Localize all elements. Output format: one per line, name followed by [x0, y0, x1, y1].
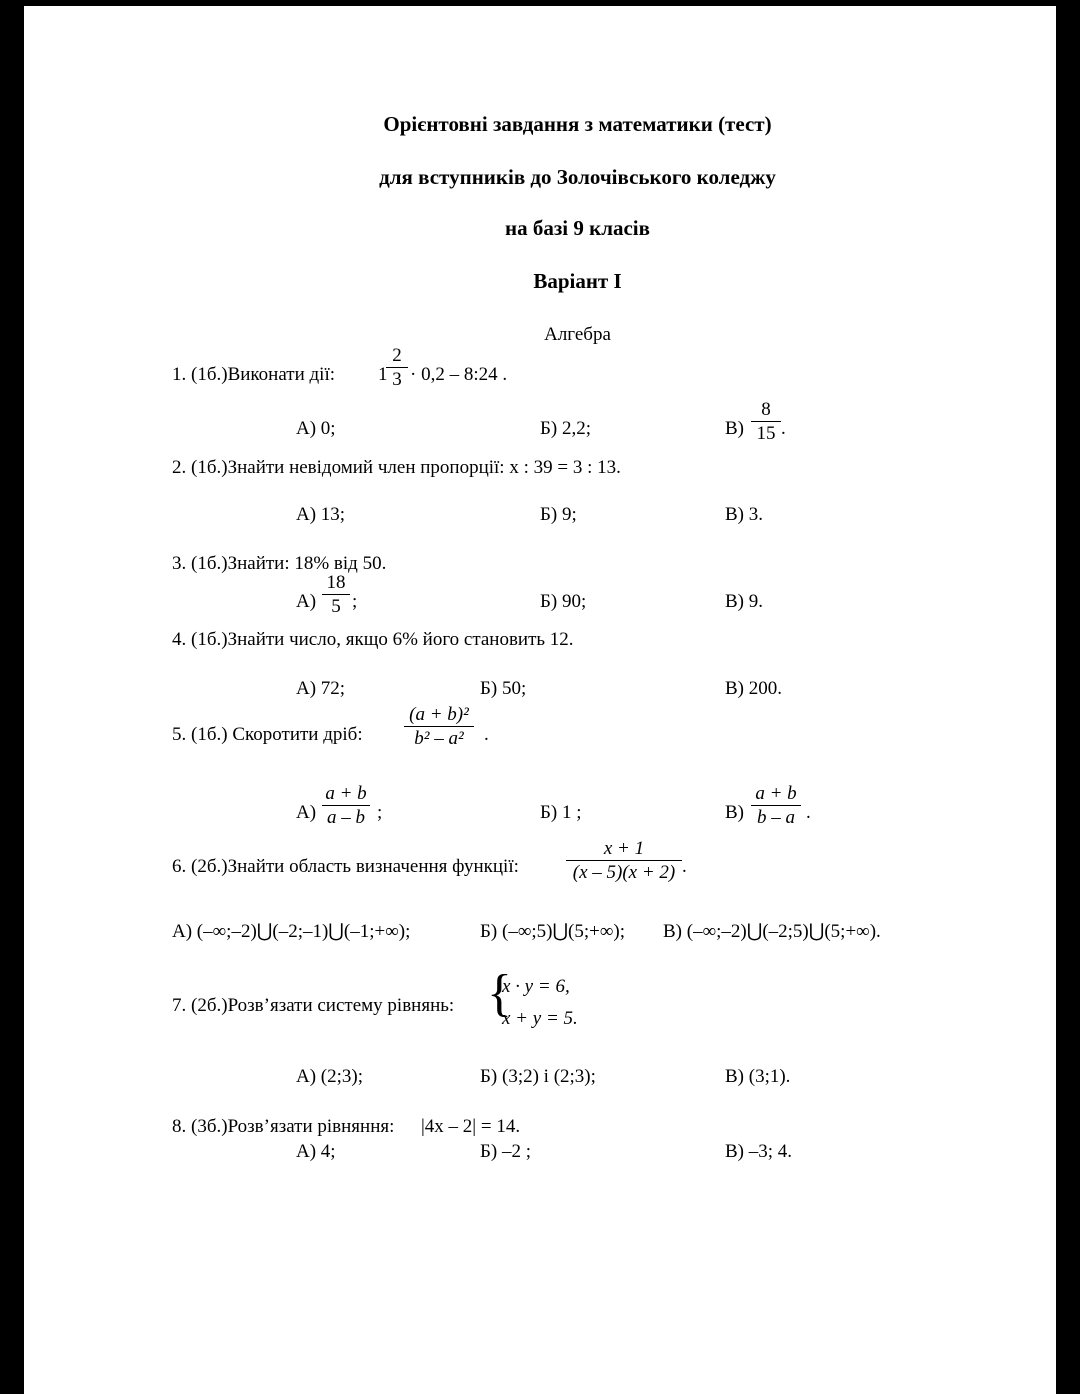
q5-option-b: Б) 1 ;: [540, 802, 582, 823]
q1-option-c-fraction: [751, 400, 781, 443]
q8-equation: |4x – 2| = 14.: [421, 1116, 521, 1137]
q6-fraction-den: (x – 5)(x + 2): [566, 860, 682, 882]
q1-option-c-num: 8: [761, 399, 771, 420]
q5-text: 5. (1б.) Скоротити дріб:: [172, 724, 363, 745]
q8-option-b: Б) –2 ;: [480, 1141, 532, 1162]
q5-option-a-label: А): [296, 802, 317, 823]
system-brace-icon: {: [487, 965, 512, 1022]
q7-equation-2: x + y = 5.: [502, 1008, 578, 1029]
q5-option-c-num: a + b: [755, 783, 797, 804]
q5-option-a-fraction: [322, 784, 370, 827]
q6-fraction: [566, 839, 682, 882]
q7-text: 7. (2б.)Розв’язати систему рівнянь:: [172, 995, 455, 1016]
q5-option-c-den: b – a: [751, 805, 801, 827]
q8-option-a: А) 4;: [296, 1141, 336, 1162]
q7-option-c: В) (3;1).: [725, 1066, 791, 1087]
q2-option-a: А) 13;: [296, 504, 346, 525]
q4-text: 4. (1б.)Знайти число, якщо 6% його становить 12.: [172, 629, 574, 650]
q7-option-b: Б) (3;2) і (2;3);: [480, 1066, 596, 1087]
q3-option-c: В) 9.: [725, 591, 763, 612]
q3-option-b: Б) 90;: [540, 591, 587, 612]
q3-text: 3. (1б.)Знайти: 18% від 50.: [172, 553, 387, 574]
title-line-2: для вступників до Золочівського коледжу: [379, 165, 776, 189]
q8-text: 8. (3б.)Розв’язати рівняння:: [172, 1116, 395, 1137]
q5-option-a-tail: ;: [377, 802, 383, 823]
q7-option-a: А) (2;3);: [296, 1066, 364, 1087]
q3-option-a-den: 5: [322, 594, 350, 616]
q3-option-a-tail: ;: [352, 591, 358, 612]
q1-fraction-den: 3: [386, 367, 408, 389]
q1-expression: · 0,2 – 8:24 .: [410, 364, 508, 385]
q1-whole: 1: [378, 364, 388, 385]
q3-option-a-label: А): [296, 591, 317, 612]
q1-fraction: [386, 346, 408, 389]
q4-option-c: В) 200.: [725, 678, 782, 699]
q2-option-b: Б) 9;: [540, 504, 577, 525]
document-page: [24, 6, 1056, 1394]
q3-option-a-fraction: [322, 573, 350, 616]
q5-option-a-num: a + b: [325, 783, 367, 804]
q6-tail: .: [682, 856, 687, 877]
q3-option-a-num: 18: [326, 572, 346, 593]
q1-text: 1. (1б.)Виконати дії:: [172, 364, 336, 385]
title-line-3: на базі 9 класів: [504, 216, 650, 240]
q5-option-c-tail: .: [806, 802, 811, 823]
variant-title: Варіант І: [533, 269, 622, 293]
q8-option-c: В) –3; 4.: [725, 1141, 793, 1162]
q5-fraction-num: (a + b)²: [409, 704, 469, 725]
q6-fraction-num: x + 1: [603, 838, 645, 859]
q4-option-b: Б) 50;: [480, 678, 527, 699]
q7-equation-1: x · y = 6,: [502, 976, 570, 997]
section-title: Алгебра: [544, 324, 611, 345]
q1-option-a: А) 0;: [296, 418, 336, 439]
q5-fraction: [404, 705, 474, 748]
q1-option-c-label: В): [725, 418, 744, 439]
q1-fraction-num: 2: [392, 345, 402, 366]
q4-option-a: А) 72;: [296, 678, 346, 699]
q6-option-a: А) (–∞;–2)⋃(–2;–1)⋃(–1;+∞);: [172, 921, 411, 942]
q1-option-c-den: 15: [751, 421, 781, 443]
q6-text: 6. (2б.)Знайти область визначення функції:: [172, 856, 519, 877]
title-line-1: Орієнтовні завдання з математики (тест): [383, 112, 772, 136]
q5-option-c-label: В): [725, 802, 744, 823]
q2-text: 2. (1б.)Знайти невідомий член пропорції: x : 39 = 3 : 13.: [172, 457, 621, 478]
q6-option-c: В) (–∞;–2)⋃(–2;5)⋃(5;+∞).: [663, 921, 881, 942]
q5-option-a-den: a – b: [322, 805, 370, 827]
q5-tail: .: [484, 724, 489, 745]
q5-option-c-fraction: [751, 784, 801, 827]
q1-option-b: Б) 2,2;: [540, 418, 592, 439]
q2-option-c: В) 3.: [725, 504, 763, 525]
q6-option-b: Б) (–∞;5)⋃(5;+∞);: [480, 921, 626, 942]
q5-fraction-den: b² – a²: [404, 726, 474, 748]
q1-option-c-tail: .: [781, 418, 786, 439]
